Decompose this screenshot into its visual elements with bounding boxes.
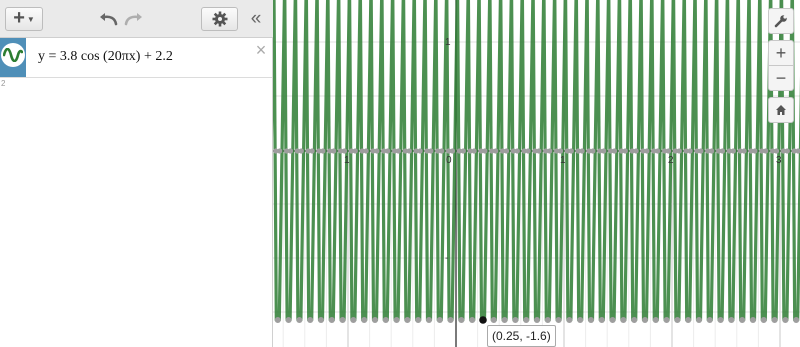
x-intercept-point[interactable]	[698, 148, 703, 153]
x-intercept-point[interactable]	[688, 148, 693, 153]
graph-canvas[interactable]	[273, 0, 800, 347]
minimum-point[interactable]	[372, 317, 378, 323]
x-intercept-point[interactable]	[310, 148, 315, 153]
minimum-point[interactable]	[793, 317, 799, 323]
x-intercept-point[interactable]	[385, 148, 390, 153]
minimum-point[interactable]	[556, 317, 562, 323]
minimum-point[interactable]	[275, 317, 281, 323]
minimum-point[interactable]	[577, 317, 583, 323]
minimum-point[interactable]	[340, 317, 346, 323]
minimum-point[interactable]	[739, 317, 745, 323]
minimum-point[interactable]	[750, 317, 756, 323]
minimum-point[interactable]	[642, 317, 648, 323]
minimum-point[interactable]	[772, 317, 778, 323]
graph-paper[interactable]	[273, 0, 800, 347]
x-intercept-point[interactable]	[666, 148, 671, 153]
x-tick-label: 0	[446, 155, 452, 166]
minimum-point[interactable]	[448, 317, 454, 323]
undo-icon	[99, 12, 119, 26]
x-intercept-point[interactable]	[450, 148, 455, 153]
minimum-point[interactable]	[664, 317, 670, 323]
zoom-out-button[interactable]	[768, 65, 794, 91]
graph-settings-button[interactable]	[768, 8, 794, 34]
x-intercept-point[interactable]	[752, 148, 757, 153]
wrench-icon	[774, 14, 788, 28]
minimum-point[interactable]	[599, 317, 605, 323]
caret-down-icon: ▼	[26, 14, 35, 24]
minimum-point[interactable]	[761, 317, 767, 323]
minimum-point[interactable]	[620, 317, 626, 323]
x-intercept-point[interactable]	[623, 148, 628, 153]
expression-item[interactable]	[0, 38, 272, 78]
x-intercept-point[interactable]	[428, 148, 433, 153]
function-curve	[273, 0, 800, 320]
minimum-point[interactable]	[361, 317, 367, 323]
expression-row-number: 2	[1, 79, 6, 88]
x-intercept-point[interactable]	[644, 148, 649, 153]
minimum-point[interactable]	[286, 317, 292, 323]
selected-point[interactable]	[479, 316, 487, 324]
expression-toolbar	[0, 0, 273, 38]
x-intercept-point[interactable]	[709, 148, 714, 153]
minimum-point[interactable]	[545, 317, 551, 323]
undo-button[interactable]	[98, 7, 120, 31]
x-intercept-point[interactable]	[288, 148, 293, 153]
x-intercept-point[interactable]	[612, 148, 617, 153]
minimum-point[interactable]	[469, 317, 475, 323]
minimum-point[interactable]	[523, 317, 529, 323]
x-intercept-point[interactable]	[785, 148, 790, 153]
minimum-point[interactable]	[318, 317, 324, 323]
gear-icon	[212, 11, 228, 27]
minimum-point[interactable]	[383, 317, 389, 323]
minimum-point[interactable]	[426, 317, 432, 323]
collapse-panel-button[interactable]	[245, 7, 267, 31]
plus-icon: +	[775, 42, 787, 63]
x-intercept-point[interactable]	[601, 148, 606, 153]
x-intercept-point[interactable]	[731, 148, 736, 153]
expression-panel	[0, 0, 273, 347]
minimum-point[interactable]	[685, 317, 691, 323]
x-intercept-point[interactable]	[331, 148, 336, 153]
redo-icon	[123, 12, 143, 26]
x-intercept-point[interactable]	[558, 148, 563, 153]
x-intercept-point[interactable]	[763, 148, 768, 153]
minimum-point[interactable]	[696, 317, 702, 323]
default-view-button[interactable]	[768, 97, 794, 123]
minus-icon: −	[775, 67, 787, 88]
point-coordinate-label: (0.25, -1.6)	[487, 325, 556, 347]
x-intercept-point[interactable]	[320, 148, 325, 153]
x-tick-label: 2	[668, 155, 674, 166]
minimum-point[interactable]	[329, 317, 335, 323]
minimum-point[interactable]	[394, 317, 400, 323]
double-chevron-left-icon: «	[250, 8, 262, 29]
x-intercept-point[interactable]	[526, 148, 531, 153]
x-intercept-point[interactable]	[590, 148, 595, 153]
minimum-point[interactable]	[782, 317, 788, 323]
x-intercept-point[interactable]	[536, 148, 541, 153]
minimum-point[interactable]	[653, 317, 659, 323]
minimum-point[interactable]	[588, 317, 594, 323]
x-intercept-point[interactable]	[655, 148, 660, 153]
x-intercept-point[interactable]	[407, 148, 412, 153]
x-intercept-point[interactable]	[374, 148, 379, 153]
x-intercept-point[interactable]	[493, 148, 498, 153]
minimum-point[interactable]	[534, 317, 540, 323]
sine-wave-icon[interactable]	[1, 43, 25, 67]
cosine-curve[interactable]	[273, 0, 800, 320]
minimum-point[interactable]	[512, 317, 518, 323]
x-intercept-point[interactable]	[547, 148, 552, 153]
minimum-point[interactable]	[307, 317, 313, 323]
delete-expression-icon[interactable]: ×	[255, 40, 267, 60]
x-intercept-point[interactable]	[396, 148, 401, 153]
x-intercept-point[interactable]	[472, 148, 477, 153]
x-intercept-point[interactable]	[342, 148, 347, 153]
minimum-point[interactable]	[458, 317, 464, 323]
minimum-point[interactable]	[707, 317, 713, 323]
redo-button[interactable]	[122, 7, 144, 31]
minimum-point[interactable]	[491, 317, 497, 323]
x-intercept-point[interactable]	[720, 148, 725, 153]
x-intercept-point[interactable]	[796, 148, 800, 153]
x-intercept-point[interactable]	[482, 148, 487, 153]
x-intercept-point[interactable]	[515, 148, 520, 153]
minimum-point[interactable]	[404, 317, 410, 323]
x-intercept-point[interactable]	[774, 148, 779, 153]
plus-icon: +	[13, 7, 25, 29]
x-intercept-point[interactable]	[461, 148, 466, 153]
x-tick-label: 1	[560, 155, 566, 166]
x-intercept-point[interactable]	[504, 148, 509, 153]
minimum-point[interactable]	[296, 317, 302, 323]
minimum-point[interactable]	[502, 317, 508, 323]
x-intercept-point[interactable]	[277, 148, 282, 153]
minimum-point[interactable]	[437, 317, 443, 323]
x-intercept-point[interactable]	[418, 148, 423, 153]
settings-button[interactable]	[201, 7, 238, 31]
expression-color-tab[interactable]	[0, 38, 26, 77]
x-intercept-point[interactable]	[634, 148, 639, 153]
minimum-point[interactable]	[415, 317, 421, 323]
minimum-point[interactable]	[610, 317, 616, 323]
x-tick-label: 3	[776, 155, 782, 166]
y-tick-label: -	[445, 253, 449, 264]
add-item-button[interactable]	[5, 7, 43, 31]
expression-formula[interactable]: y = 3.8 cos (20πx) + 2.2	[38, 49, 173, 64]
minimum-point[interactable]	[350, 317, 356, 323]
x-intercept-point[interactable]	[580, 148, 585, 153]
x-intercept-point[interactable]	[439, 148, 444, 153]
y-tick-label: 1	[445, 37, 451, 48]
x-tick-label: 1	[344, 155, 350, 166]
minimum-point[interactable]	[728, 317, 734, 323]
x-intercept-point[interactable]	[677, 148, 682, 153]
x-intercept-point[interactable]	[364, 148, 369, 153]
x-intercept-point[interactable]	[299, 148, 304, 153]
x-intercept-point[interactable]	[742, 148, 747, 153]
home-icon	[775, 104, 787, 116]
zoom-in-button[interactable]	[768, 40, 794, 66]
minimum-point[interactable]	[566, 317, 572, 323]
minimum-point[interactable]	[631, 317, 637, 323]
x-intercept-point[interactable]	[353, 148, 358, 153]
minimum-point[interactable]	[674, 317, 680, 323]
minimum-point[interactable]	[718, 317, 724, 323]
x-intercept-point[interactable]	[569, 148, 574, 153]
